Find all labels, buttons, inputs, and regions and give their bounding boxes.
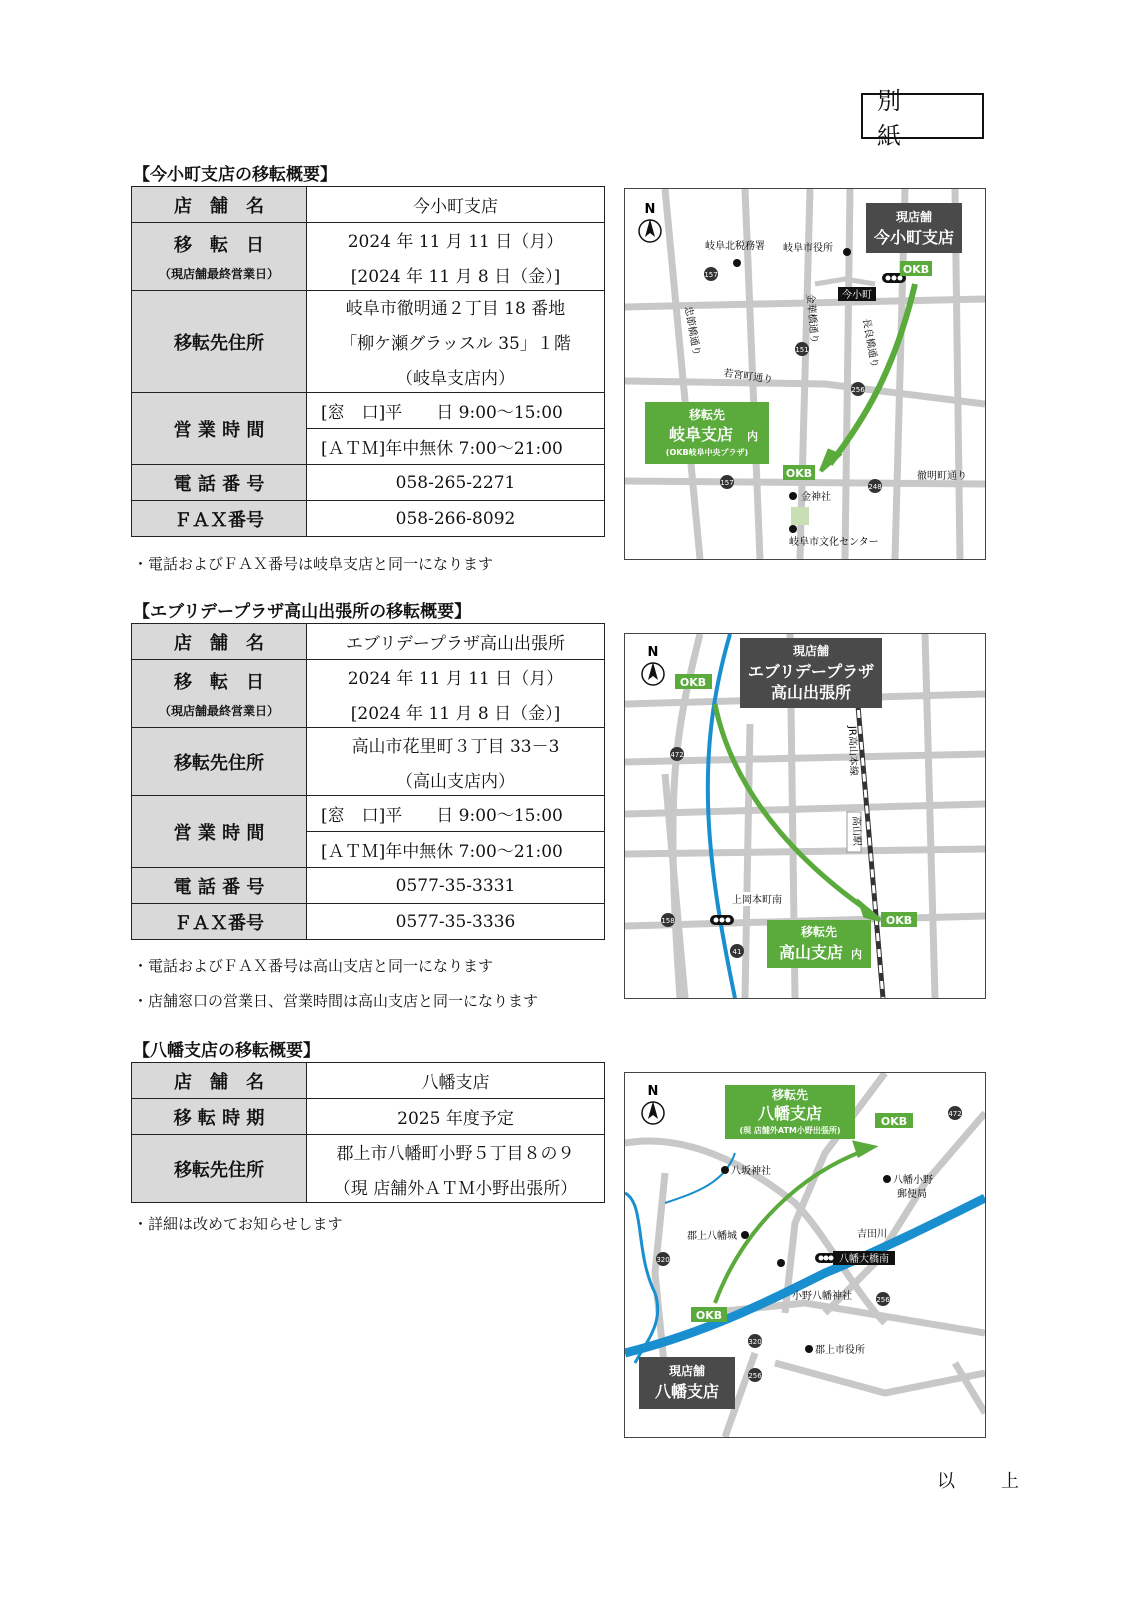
- hours-label: 営 業 時 間: [132, 796, 307, 868]
- fax-value: 0577-35-3336: [307, 904, 605, 940]
- section-heading-takayama: 【エブリデープラザ高山出張所の移転概要】: [133, 602, 472, 622]
- address-line-2: 「柳ケ瀬グラッスル 35」１階: [340, 334, 571, 354]
- current-store-name: 今小町支店: [873, 228, 955, 247]
- phone-label: 電 話 番 号: [132, 465, 307, 501]
- map-hachiman: [624, 1072, 986, 1438]
- move-date-label: [132, 660, 307, 728]
- road-name: 若宮町通り: [722, 368, 774, 386]
- map-imakomachi: [624, 188, 986, 560]
- svg-text:41: 41: [732, 948, 742, 956]
- move-date-value-2: [2024 年 11 月 8 日（金）]: [350, 266, 561, 287]
- north-label: N: [647, 1084, 659, 1099]
- hachiman-info-table: [131, 1062, 605, 1203]
- fax-label: ＦＡＸ番号: [132, 501, 307, 537]
- phone-label: 電 話 番 号: [132, 868, 307, 904]
- table-row: [132, 904, 605, 940]
- station-icon: [710, 915, 734, 925]
- place-label: 金神社: [801, 492, 831, 503]
- place-label: 岐阜北税務署: [705, 241, 765, 252]
- note-takayama-1: ・電話およびＦＡＸ番号は高山支店と同一になります: [133, 957, 494, 975]
- svg-text:320: 320: [748, 1338, 762, 1346]
- phone-value: 0577-35-3331: [307, 868, 605, 904]
- arrow-head-icon: [821, 451, 839, 471]
- address-line-1: 郡上市八幡町小野５丁目８の９: [336, 1143, 575, 1164]
- closing-mark: 以 上: [937, 1471, 1033, 1492]
- move-date-value: [307, 660, 605, 728]
- place-label: 郡上市役所: [815, 1345, 865, 1356]
- place-dot: [883, 1175, 891, 1183]
- current-store-title: 現店舗: [792, 644, 830, 658]
- imakomachi-info-table: [131, 186, 605, 537]
- svg-text:256: 256: [851, 386, 865, 394]
- new-store-name: 岐阜支店: [668, 425, 734, 444]
- new-address-label: 移転先住所: [132, 1135, 307, 1203]
- store-name-label: 店 舗 名: [132, 187, 307, 223]
- section-heading-hachiman: 【八幡支店の移転概要】: [133, 1041, 320, 1061]
- new-store-suffix: 内: [851, 948, 862, 961]
- hours-atm: [ＡＴＭ]年中無休 7:00～21:00: [307, 832, 605, 868]
- move-date-sublabel: （現店舗最終営業日）: [158, 267, 279, 281]
- okb-label: OKB: [885, 914, 913, 927]
- new-store-sub: (OKB岐阜中央プラザ): [665, 448, 749, 457]
- hours-label: 営 業 時 間: [132, 393, 307, 465]
- okb-label: OKB: [902, 263, 930, 276]
- table-row: [132, 1099, 605, 1135]
- intersection-label: 八幡大橋南: [839, 1254, 889, 1265]
- station-label: 高山駅: [850, 815, 863, 847]
- address-line-2: （高山支店内）: [396, 771, 515, 792]
- store-name-value: エブリデープラザ高山出張所: [307, 624, 605, 660]
- move-date-label: [132, 223, 307, 291]
- svg-text:256: 256: [748, 1372, 762, 1380]
- phone-value: 058-265-2271: [307, 465, 605, 501]
- new-address-value: [307, 291, 605, 393]
- appendix-label: 別 紙: [861, 93, 984, 139]
- table-row: [132, 393, 605, 429]
- move-date-value-1: 2024 年 11 月 11 日（月）: [347, 231, 564, 252]
- new-store-suffix: 内: [747, 430, 758, 443]
- table-row: [132, 1135, 605, 1203]
- new-store-name: 高山支店: [778, 943, 844, 962]
- new-address-value: [307, 728, 605, 796]
- river-label: 吉田川: [857, 1229, 887, 1240]
- svg-text:157: 157: [704, 271, 718, 279]
- table-row: [132, 223, 605, 291]
- store-name-value: 八幡支店: [307, 1063, 605, 1099]
- svg-text:151: 151: [795, 346, 809, 354]
- arrow-head-icon: [855, 1143, 873, 1155]
- svg-text:158: 158: [661, 917, 675, 925]
- okb-label: OKB: [695, 1309, 723, 1322]
- store-name-value: 今小町支店: [307, 187, 605, 223]
- north-arrow-icon: [642, 662, 664, 685]
- new-store-title: 移転先: [688, 408, 726, 422]
- svg-text:320: 320: [656, 1256, 670, 1264]
- table-row: [132, 465, 605, 501]
- place-label: 岐阜市文化センター: [789, 537, 879, 548]
- north-label: N: [644, 202, 656, 217]
- table-row: [132, 728, 605, 796]
- takayama-info-table: [131, 623, 605, 940]
- svg-text:157: 157: [720, 479, 734, 487]
- store-name-label: 店 舗 名: [132, 624, 307, 660]
- table-row: [132, 1063, 605, 1099]
- station-icon: [815, 1253, 837, 1263]
- new-store-name: 八幡支店: [757, 1104, 823, 1123]
- place-label: 八坂神社: [731, 1166, 771, 1177]
- table-row: [132, 501, 605, 537]
- hours-atm: [ＡＴＭ]年中無休 7:00～21:00: [307, 429, 605, 465]
- place-dot: [777, 1259, 785, 1267]
- road-name: 金華橋通り: [804, 293, 820, 345]
- place-label: 郵便局: [897, 1189, 927, 1200]
- note-hachiman-1: ・詳細は改めてお知らせします: [133, 1215, 343, 1233]
- new-address-value: [307, 1135, 605, 1203]
- table-row: [132, 187, 605, 223]
- section-heading-imakomachi: 【今小町支店の移転概要】: [133, 165, 337, 185]
- svg-text:256: 256: [876, 1296, 890, 1304]
- fax-value: 058-266-8092: [307, 501, 605, 537]
- new-store-title: 移転先: [800, 925, 838, 939]
- place-dot: [721, 1166, 729, 1174]
- move-date-sublabel: （現店舗最終営業日）: [158, 704, 279, 718]
- north-label: N: [647, 645, 659, 660]
- new-address-label: 移転先住所: [132, 728, 307, 796]
- place-dot: [805, 1345, 813, 1353]
- table-row: [132, 796, 605, 832]
- current-store-title: 現店舗: [895, 210, 933, 224]
- map-takayama: [624, 633, 986, 999]
- current-store-name-1: エブリデープラザ: [747, 662, 875, 681]
- hours-window: [窓 口]平 日 9:00～15:00: [307, 796, 605, 832]
- address-line-3: （岐阜支店内）: [396, 369, 515, 389]
- okb-label: OKB: [679, 676, 707, 689]
- svg-text:472: 472: [948, 1110, 962, 1118]
- road-name: 長良橋通り: [860, 317, 880, 369]
- move-date-value: [307, 223, 605, 291]
- road-name: 徹明町通り: [917, 471, 967, 482]
- store-name-label: 店 舗 名: [132, 1063, 307, 1099]
- current-store-name: 八幡支店: [654, 1382, 720, 1401]
- table-row: [132, 291, 605, 393]
- table-row: [132, 660, 605, 728]
- park-area: [791, 507, 809, 525]
- new-store-title: 移転先: [771, 1088, 809, 1102]
- road-name: 忠節橋通り: [682, 305, 702, 357]
- new-store-sub: (現 店舗外ATM小野出張所): [739, 1126, 841, 1135]
- hours-window: [窓 口]平 日 9:00～15:00: [307, 393, 605, 429]
- north-arrow-icon: [642, 1101, 664, 1124]
- place-dot: [733, 259, 741, 267]
- move-period-label: 移 転 時 期: [132, 1099, 307, 1135]
- rail-line-label: JR高山本線: [846, 725, 859, 776]
- okb-label: OKB: [880, 1115, 908, 1128]
- place-label: 小野八幡神社: [792, 1291, 852, 1302]
- place-dot: [789, 492, 797, 500]
- place-label: 岐阜市役所: [783, 243, 833, 254]
- svg-text:248: 248: [868, 483, 882, 491]
- place-label: 今小町: [842, 290, 872, 301]
- table-row: [132, 868, 605, 904]
- current-store-name-2: 高山出張所: [770, 683, 852, 702]
- address-line-1: 高山市花里町３丁目 33－3: [351, 736, 560, 757]
- fax-label: ＦＡＸ番号: [132, 904, 307, 940]
- place-dot: [789, 525, 797, 533]
- move-period-value: 2025 年度予定: [307, 1099, 605, 1135]
- place-label: 八幡小野: [893, 1175, 933, 1186]
- svg-text:472: 472: [670, 751, 684, 759]
- place-label: 郡上八幡城: [687, 1231, 737, 1242]
- place-dot: [843, 248, 851, 256]
- north-arrow-icon: [639, 219, 661, 242]
- note-imakomachi-1: ・電話およびＦＡＸ番号は岐阜支店と同一になります: [133, 555, 494, 573]
- address-line-1: 岐阜市徹明通２丁目 18 番地: [345, 299, 566, 319]
- table-row: [132, 624, 605, 660]
- river: [625, 1198, 985, 1353]
- intersection-label: 上岡本町南: [732, 895, 782, 906]
- move-date-label-text: 移 転 日: [174, 672, 264, 693]
- move-date-label-text: 移 転 日: [174, 235, 264, 256]
- note-takayama-2: ・店舗窓口の営業日、営業時間は高山支店と同一になります: [133, 992, 539, 1010]
- new-address-label: 移転先住所: [132, 291, 307, 393]
- move-date-value-2: [2024 年 11 月 8 日（金）]: [350, 703, 561, 724]
- address-line-2: （現 店舗外ＡＴＭ小野出張所）: [333, 1178, 578, 1199]
- current-store-title: 現店舗: [668, 1364, 706, 1378]
- move-date-value-1: 2024 年 11 月 11 日（月）: [347, 668, 564, 689]
- okb-label: OKB: [785, 467, 813, 480]
